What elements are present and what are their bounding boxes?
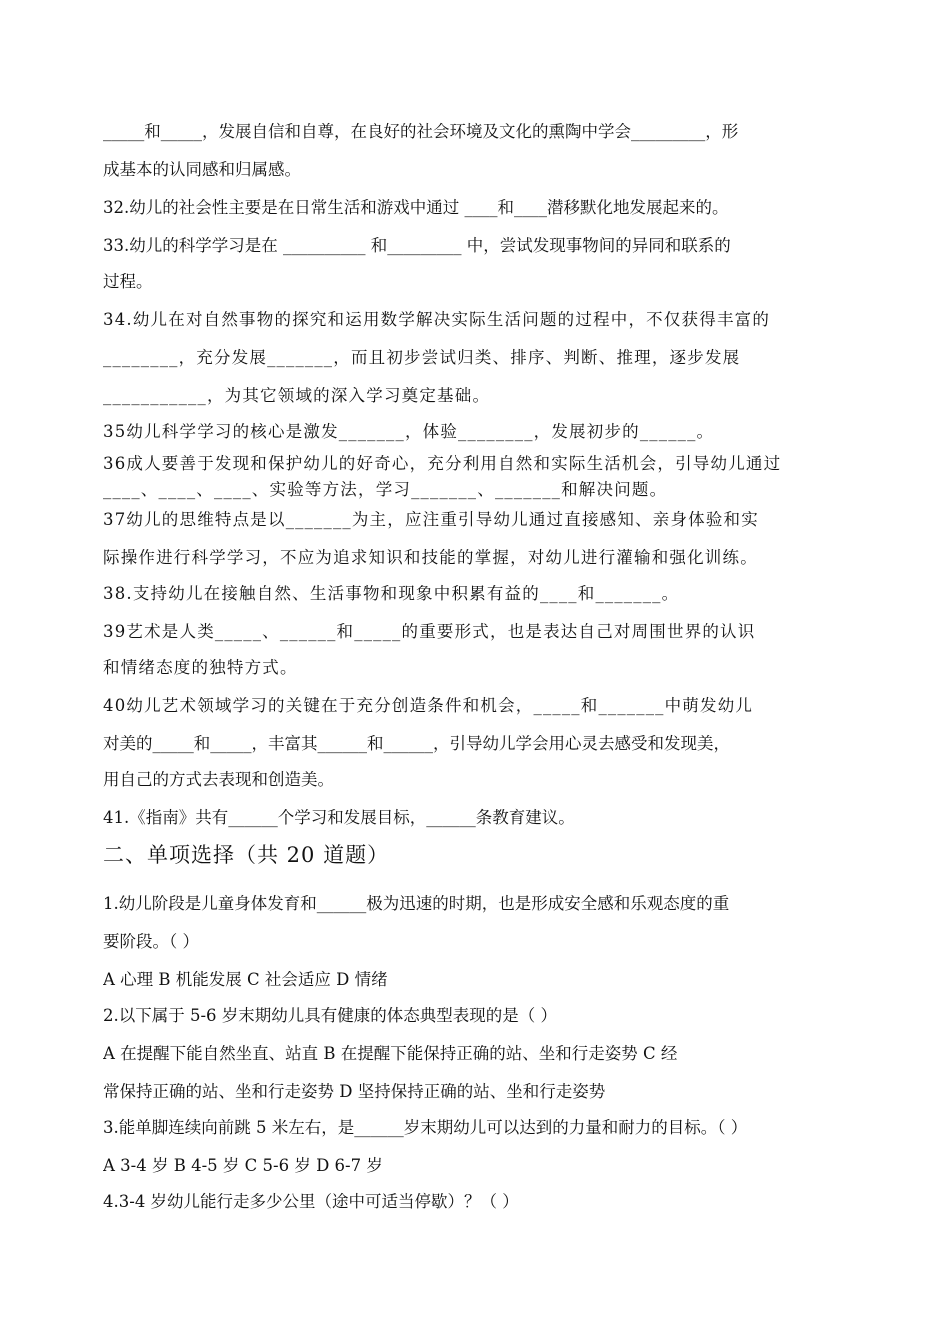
choice-question-4: 4.3-4 岁幼儿能行走多少公里（途中可适当停歇）？（ ） <box>103 1192 519 1211</box>
choice-question-2: 2.以下属于 5-6 岁末期幼儿具有健康的体态典型表现的是（ ） <box>103 1006 558 1025</box>
choice-options: A 心理 B 机能发展 C 社会适应 D 情绪 <box>103 970 388 989</box>
choice-options: 常保持正确的站、坐和行走姿势 D 坚持保持正确的站、坐和行走姿势 <box>103 1082 606 1101</box>
text-line: 成基本的认同感和归属感。 <box>103 160 301 179</box>
text-line: ________，充分发展_______，而且初步尝试归类、排序、判断、推理，逐步发展 <box>103 348 741 367</box>
question-35: 35幼儿科学学习的核心是激发_______，体验________，发展初步的______。 <box>103 422 715 441</box>
text-line: 用自己的方式去表现和创造美。 <box>103 770 334 789</box>
question-41: 41.《指南》共有______个学习和发展目标，______条教育建议。 <box>103 808 575 827</box>
choice-question-3: 3.能单脚连续向前跳 5 米左右，是______岁末期幼儿可以达到的力量和耐力的目标。（ ） <box>103 1118 748 1137</box>
question-32: 32.幼儿的社会性主要是在日常生活和游戏中通过 ____和____潜移默化地发展起来的。 <box>103 198 729 217</box>
text-line: _____和_____，发展自信和自尊，在良好的社会环境及文化的熏陶中学会_________，形 <box>103 122 739 141</box>
question-38: 38.支持幼儿在接触自然、生活事物和现象中积累有益的____和_______。 <box>103 584 680 603</box>
text-line: 过程。 <box>103 272 153 291</box>
question-37: 37幼儿的思维特点是以_______为主，应注重引导幼儿通过直接感知、亲身体验和实 <box>103 510 759 529</box>
text-line: 要阶段。（ ） <box>103 932 199 951</box>
text-line: ___________，为其它领域的深入学习奠定基础。 <box>103 386 491 405</box>
question-33: 33.幼儿的科学学习是在 __________ 和_________ 中，尝试发现事物间的异同和联系的 <box>103 236 731 255</box>
choice-options: A 3-4 岁 B 4-5 岁 C 5-6 岁 D 6-7 岁 <box>103 1156 383 1175</box>
section-title: 二、单项选择（共 20 道题） <box>103 843 390 867</box>
text-line: 对美的_____和_____，丰富其______和______，引导幼儿学会用心灵去感受和发现美， <box>103 734 730 753</box>
choice-question-1: 1.幼儿阶段是儿童身体发育和______极为迅速的时期，也是形成安全感和乐观态度的重 <box>103 894 730 913</box>
question-34: 34.幼儿在对自然事物的探究和运用数学解决实际生活问题的过程中，不仅获得丰富的 <box>103 310 771 329</box>
question-39: 39艺术是人类_____、______和_____的重要形式，也是表达自己对周围世界的认识 <box>103 622 756 641</box>
text-line: 和情绪态度的独特方式。 <box>103 658 298 677</box>
question-36: 36成人要善于发现和保护幼儿的好奇心，充分利用自然和实际生活机会，引导幼儿通过 <box>103 454 782 473</box>
choice-options: A 在提醒下能自然坐直、站直 B 在提醒下能保持正确的站、坐和行走姿势 C 经 <box>103 1044 678 1063</box>
question-40: 40幼儿艺术领域学习的关键在于充分创造条件和机会，_____和_______中萌发幼儿 <box>103 696 754 715</box>
text-line: ____、____、____、实验等方法，学习_______、_______和解决问题。 <box>103 480 668 499</box>
text-line: 际操作进行科学学习，不应为追求知识和技能的掌握，对幼儿进行灌输和强化训练。 <box>103 548 758 567</box>
